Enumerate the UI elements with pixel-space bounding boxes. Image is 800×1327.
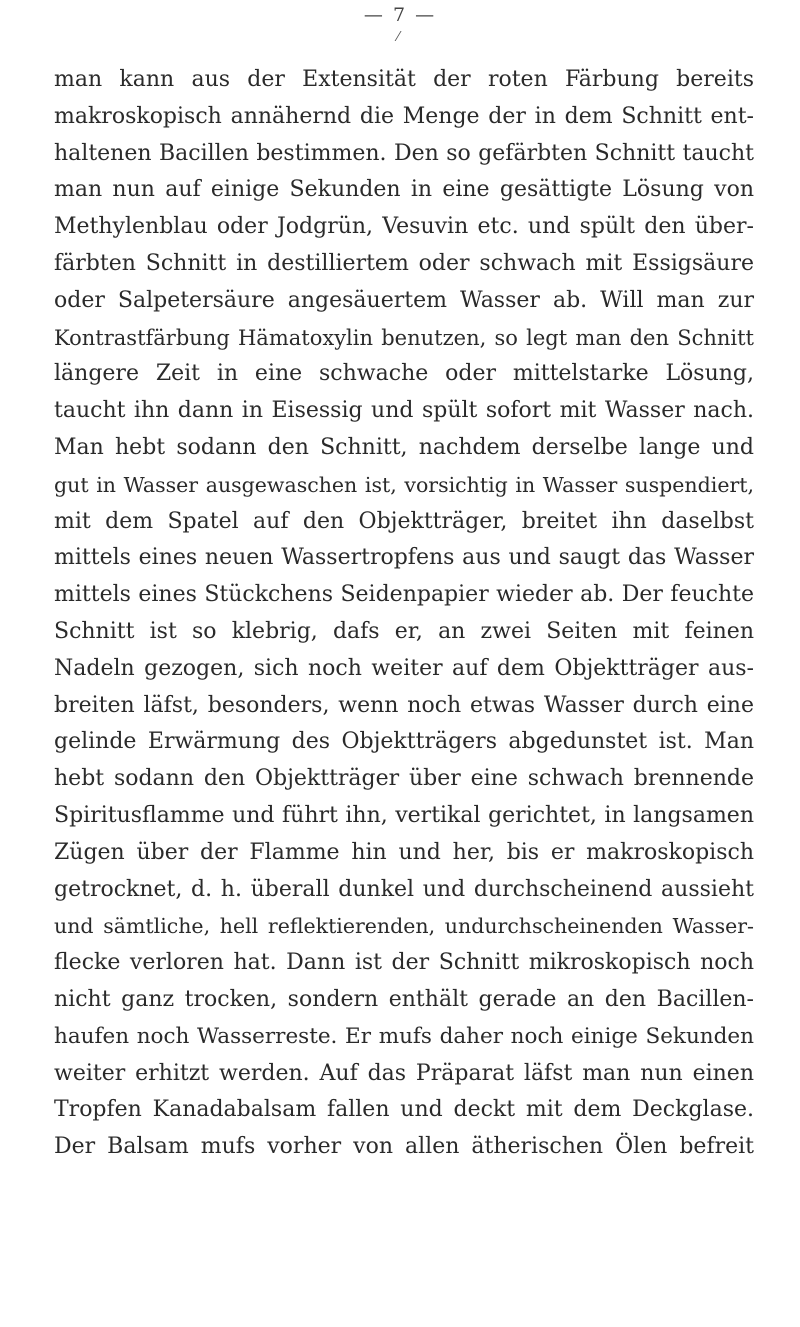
- text-line: mittels eines Stückchens Seidenpapier wieder ab. Der feuchte: [54, 582, 754, 608]
- print-mark: ⁄: [397, 30, 400, 45]
- text-line: Spiritusflamme und führt ihn, vertikal gerichtet, in langsamen: [54, 802, 754, 828]
- text-line: Nadeln gezogen, sich noch weiter auf dem Objektträger aus-: [54, 655, 754, 681]
- text-line: flecke verloren hat. Dann ist der Schnitt mikroskopisch noch: [54, 950, 754, 976]
- text-line: mittels eines neuen Wassertropfens aus und saugt das Wasser: [54, 545, 754, 571]
- text-line: längere Zeit in eine schwache oder mittelstarke Lösung,: [54, 361, 754, 387]
- text-line: gelinde Erwärmung des Objektträgers abgedunstet ist. Man: [54, 729, 754, 755]
- text-line: mit dem Spatel auf den Objektträger, breitet ihn daselbst: [54, 508, 754, 534]
- text-line: makroskopisch annähernd die Menge der in dem Schnitt ent-: [54, 103, 754, 129]
- body-text: [54, 62, 754, 1166]
- text-line: weiter erhitzt werden. Auf das Präparat läfst man nun einen: [54, 1060, 754, 1086]
- page-number: — 7 —: [363, 4, 437, 26]
- text-line: getrocknet, d. h. überall dunkel und durchscheinend aussieht: [54, 876, 754, 902]
- text-line: nicht ganz trocken, sondern enthält gerade an den Bacillen-: [54, 986, 754, 1012]
- text-line: Man hebt sodann den Schnitt, nachdem derselbe lange und: [54, 434, 754, 460]
- text-line: taucht ihn dann in Eisessig und spült sofort mit Wasser nach.: [54, 398, 754, 424]
- text-line: breiten läfst, besonders, wenn noch etwas Wasser durch eine: [54, 692, 754, 718]
- text-line: Zügen über der Flamme hin und her, bis er makroskopisch: [54, 839, 754, 865]
- text-line: oder Salpetersäure angesäuertem Wasser ab. Will man zur: [54, 287, 754, 313]
- text-line: färbten Schnitt in destilliertem oder schwach mit Essigsäure: [54, 250, 754, 276]
- text-line: man nun auf einige Sekunden in eine gesättigte Lösung von: [54, 177, 754, 203]
- text-line: haltenen Bacillen bestimmen. Den so gefärbten Schnitt taucht: [54, 140, 754, 166]
- text-line: haufen noch Wasserreste. Er mufs daher noch einige Sekunden: [54, 1023, 754, 1049]
- text-line: Schnitt ist so klebrig, dafs er, an zwei Seiten mit feinen: [54, 618, 754, 644]
- text-line: hebt sodann den Objektträger über eine schwach brennende: [54, 766, 754, 792]
- text-line: Kontrastfärbung Hämatoxylin benutzen, so legt man den Schnitt: [54, 325, 754, 350]
- text-line: Methylenblau oder Jodgrün, Vesuvin etc. und spült den über-: [54, 214, 754, 240]
- text-line: Der Balsam mufs vorher von allen ätherischen Ölen befreit: [54, 1134, 754, 1160]
- text-line: man kann aus der Extensität der roten Färbung bereits: [54, 67, 754, 92]
- text-line: gut in Wasser ausgewaschen ist, vorsichtig in Wasser suspendiert,: [54, 472, 754, 497]
- text-line: Tropfen Kanadabalsam fallen und deckt mit dem Deckglase.: [54, 1097, 754, 1123]
- text-line: und sämtliche, hell reflektierenden, undurchscheinenden Wasser-: [54, 914, 754, 939]
